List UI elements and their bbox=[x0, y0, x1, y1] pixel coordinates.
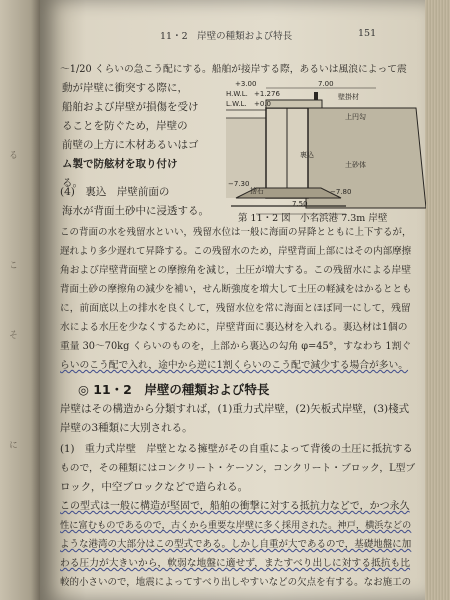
breakwater-cross-section-diagram bbox=[226, 78, 426, 218]
section-line: もので，その種類にはコンクリート・ケーソン，コンクリート・ブロック，L型ブ bbox=[60, 463, 416, 474]
crown-block bbox=[266, 100, 322, 108]
page-number: 151 bbox=[358, 28, 377, 39]
body-line: に，前面底以上の排水を良くして，残留水位を常に海面とほぼ同一にして，残留 bbox=[60, 303, 411, 314]
section-line-underlined: わる圧力が大きいから，軟弱な地盤に適せず，またすべり出しに対する抵抗も比 bbox=[60, 558, 411, 569]
body-line: 前壁の上方に木材あるいはゴ bbox=[62, 139, 199, 151]
figure-label: 7.00 bbox=[318, 80, 334, 88]
section-line-underlined: 性に富むものであるので，古くから重要な岸壁に多く採用された。神戸，横浜などの bbox=[60, 520, 412, 531]
section-line-underlined: この型式は一般に構造が堅固で，船舶の衝撃に対する抵抗力などで，かつ永久 bbox=[60, 501, 410, 512]
left-page-fragment: こ bbox=[7, 260, 17, 269]
left-page-fragment: る bbox=[7, 150, 17, 159]
figure-label: 裏込 bbox=[300, 151, 314, 159]
figure-label: −7.80 bbox=[330, 188, 352, 196]
section-line: ロック，中空ブロックなどで造られる。 bbox=[60, 481, 249, 493]
figure-label: +0.0 bbox=[254, 100, 271, 108]
body-line: ることを防ぐため，岸壁の bbox=[62, 120, 188, 132]
figure-label: 捨石 bbox=[250, 187, 264, 195]
figure-caption: 第 11・2 図 小名浜港 7.3m 岸壁 bbox=[238, 213, 388, 224]
left-page-fragment: に bbox=[7, 440, 17, 449]
body-line: 背面土砂の摩擦角の減少を補い，せん断強度を増大して土圧の軽減をはかるととも bbox=[60, 284, 412, 295]
section-line-underlined: ような港湾の大部分はこの型式である。しかし自重が大であるので，基礎地盤に加 bbox=[60, 539, 412, 550]
left-page-gutter bbox=[0, 0, 44, 600]
left-page-fragment: そ bbox=[7, 330, 17, 339]
figure-label: +1.276 bbox=[254, 90, 280, 98]
subsection-heading: (4) 裏込 岸壁前面の bbox=[60, 186, 170, 198]
body-line-underlined: らいのこう配で入れ，途中から逆に1割くらいのこう配で減少する場合が多い。 bbox=[60, 360, 409, 371]
body-line: 船舶および岸壁が損傷を受け bbox=[62, 101, 199, 113]
figure-label: +3.00 bbox=[235, 80, 257, 88]
figure-label: L.W.L. bbox=[226, 100, 247, 108]
figure-label: 壁掛材 bbox=[338, 93, 359, 101]
section-line: (1) 重力式岸壁 岸壁となる擁壁がその自重によって背後の土圧に抵抗する bbox=[60, 443, 413, 455]
figure-label: −7.30 bbox=[228, 180, 250, 188]
section-line: 岸壁はその構造から分類すれば，(1)重力式岸壁，(2)矢板式岸壁，(3)棧式 bbox=[60, 403, 410, 415]
body-line: ～1/20 くらいの急こう配にする。船舶が接岸する際，あるいは風浪によって震 bbox=[60, 64, 407, 75]
section-title: ◎ 11・2 岸壁の種類および特長 bbox=[78, 382, 270, 397]
running-header: 11・2 岸壁の種類および特長 bbox=[160, 31, 293, 42]
body-line: 重量 30～70kg くらいのものを，上部から裏込の勾角 φ=45°，すなわち 1割ぐ bbox=[60, 341, 412, 352]
bollard-icon bbox=[314, 92, 318, 100]
figure-label: 上円勾 bbox=[345, 113, 366, 121]
figure-label: H.W.L. bbox=[226, 90, 248, 98]
body-line: 角および岸壁背面壁との摩擦角を減じ，土圧が増大する。この残留水による岸壁 bbox=[60, 265, 411, 276]
page-edge bbox=[425, 0, 450, 600]
body-line: 水による水圧を少なくするために，岸壁背面に裏込材を入れる。裏込材は1個の bbox=[60, 322, 408, 333]
body-line: 遅れより多少遅れて昇降する。この残留水のため，岸壁背面上部にはその内部摩擦 bbox=[60, 246, 412, 257]
body-line: この背面の水を残留水といい，残留水位は一般に海面の昇降とともに上下するが， bbox=[60, 227, 412, 238]
body-line: 海水が背面土砂中に浸透する。 bbox=[62, 205, 209, 217]
figure-label: 土砂体 bbox=[345, 161, 366, 169]
section-line: 岸壁の3種類に大別される。 bbox=[60, 422, 193, 434]
body-line: る。 bbox=[62, 177, 83, 189]
body-line: ム製で防舷材を取り付け bbox=[62, 158, 178, 170]
body-line: 動が岸壁に衝突する際に， bbox=[62, 82, 188, 94]
figure-label: 7.50 bbox=[292, 200, 308, 208]
section-line: 較的小さいので，地震によってすべり出しやすいなどの欠点を有する。なお施工の bbox=[60, 577, 412, 588]
